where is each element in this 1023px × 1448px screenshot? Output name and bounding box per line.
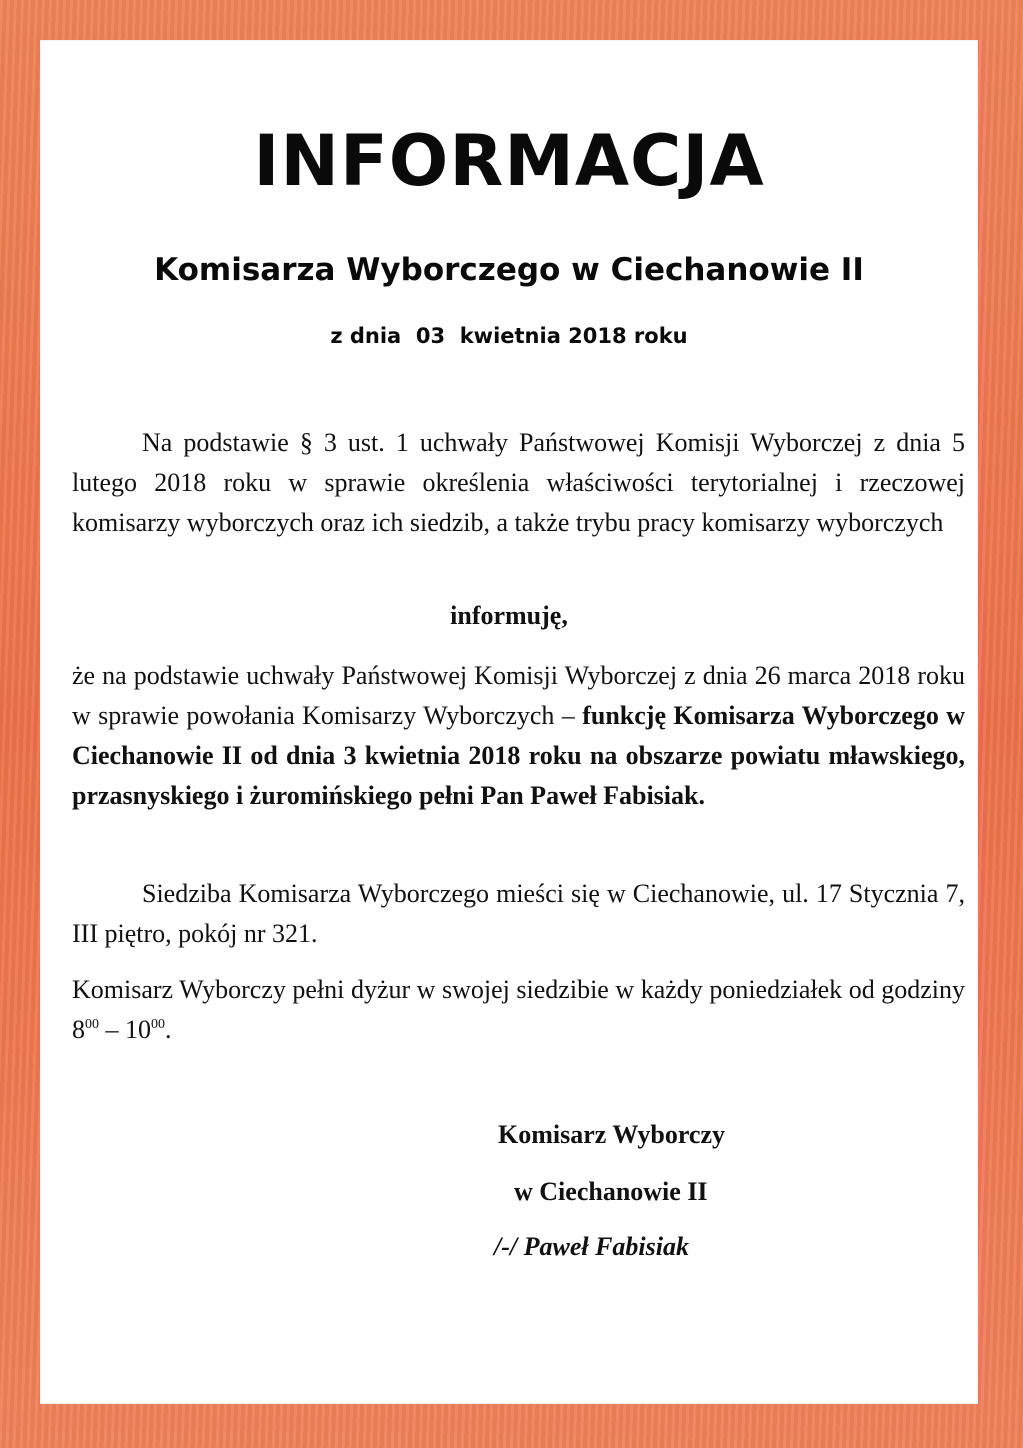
paragraph-appointment-intro: że na podstawie uchwały Państwowej Komisji Wyborczej z dnia 26 marca 2018 roku w sprawie powołania Komisarzy Wyborczych – xyxy=(72,661,965,730)
notice-date: z dnia 03 kwietnia 2018 roku xyxy=(330,324,688,348)
duty-hours-start-minutes: 00 xyxy=(85,1017,99,1032)
paragraph-appointment xyxy=(72,656,965,816)
duty-hours-dash-end: – 10 xyxy=(99,1015,151,1044)
duty-hours-text: Komisarz Wyborczy pełni dyżur w swojej siedzibie w każdy poniedziałek od godziny 8 xyxy=(72,975,965,1044)
paragraph-duty-hours xyxy=(72,970,965,1050)
paragraph-seat-address: Siedziba Komisarza Wyborczego mieści się w Ciechanowie, ul. 17 Stycznia 7, III piętro, pokój nr 321. xyxy=(72,879,965,948)
duty-hours-end-minutes: 00 xyxy=(151,1017,165,1032)
paragraph-legal-basis: Na podstawie § 3 ust. 1 uchwały Państwowej Komisji Wyborczej z dnia 5 lutego 2018 roku w sprawie określenia właściwości terytorialnej i rzeczowej komisarzy wyborczych oraz ich siedzib, a także trybu pracy komisarzy wyborczych xyxy=(72,428,965,537)
page-subtitle: Komisarza Wyborczego w Ciechanowie II xyxy=(154,252,864,288)
duty-hours-period: . xyxy=(165,1015,172,1044)
signature-title: Komisarz Wyborczy xyxy=(498,1120,725,1149)
signature-location: w Ciechanowie II xyxy=(514,1177,708,1206)
informuje-heading: informuję, xyxy=(450,601,568,630)
signature-name: /-/ Paweł Fabisiak xyxy=(494,1232,689,1261)
page-title: INFORMACJA xyxy=(253,120,765,202)
paragraph-appointment-bold: funkcję Komisarza Wyborczego w Ciechanowie II od dnia 3 kwietnia 2018 roku na obszarze powiatu mławskiego, przasnyskiego i żuromińskiego pełni Pan Paweł Fabisiak. xyxy=(72,701,965,810)
notice-paper xyxy=(40,40,978,1404)
